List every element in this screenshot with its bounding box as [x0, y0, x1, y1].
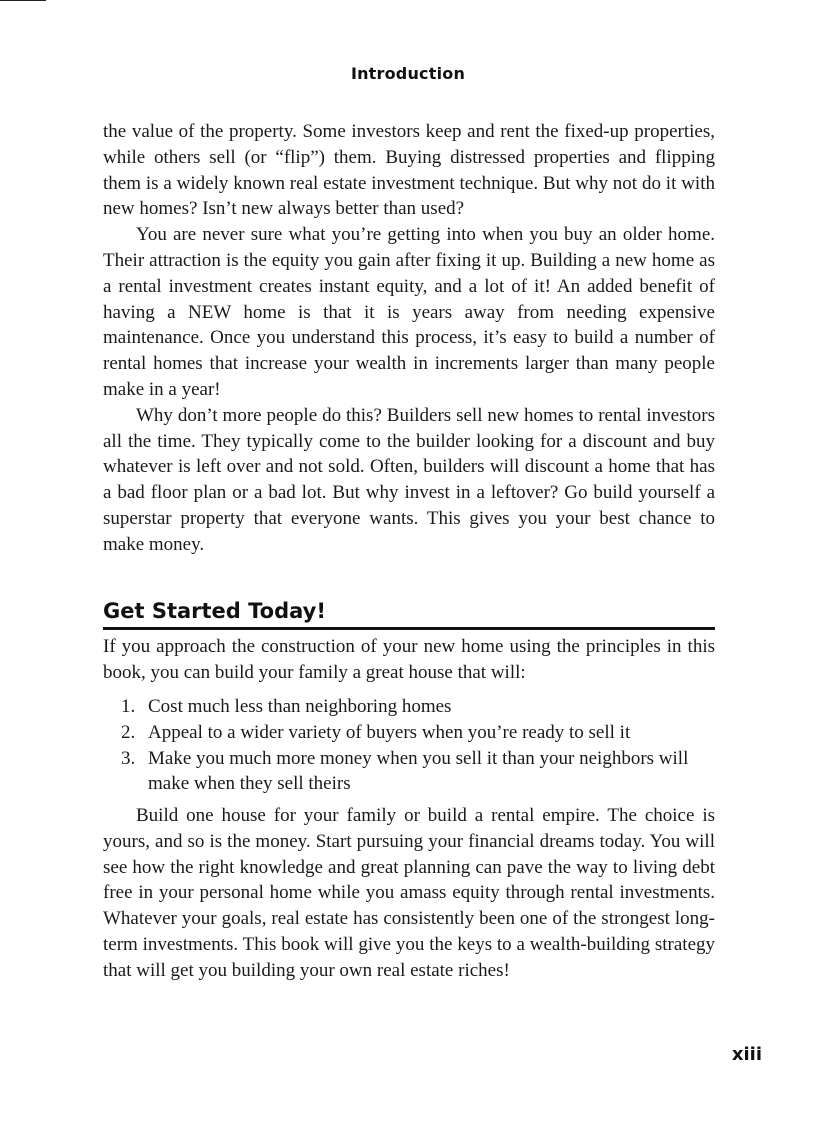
section-intro: [103, 634, 715, 686]
closing-text: [103, 803, 715, 984]
list-item-number: 1.: [121, 696, 136, 717]
list-item-text: Cost much less than neighboring homes: [148, 696, 452, 717]
section-heading: Get Started Today!: [103, 596, 715, 630]
list-item-text: Appeal to a wider variety of buyers when you’re ready to sell it: [148, 721, 631, 743]
numbered-list: [103, 694, 715, 797]
page-number: xiii: [731, 1044, 762, 1065]
list-item-number: 3.: [121, 747, 136, 769]
list-item: [103, 694, 715, 720]
list-item-text: Make you much more money when you sell it than your neighbors will make when they sell theirs: [148, 747, 689, 795]
paragraph-1: the value of the property. Some investors keep and rent the fixed-up properties, while others sell (or “flip”) them. Buying distressed properties and flipping them is a widely known real estate investment technique. But why not do it with new homes? Isn’t new always better than used?: [103, 121, 715, 220]
list-item-number: 2.: [121, 721, 136, 743]
body-text-top: [103, 119, 715, 558]
list-item: [103, 746, 715, 798]
corner-rule: [0, 0, 46, 1]
running-head: Introduction: [350, 64, 466, 83]
section-intro-paragraph: If you approach the construction of your new home using the principles in this book, you can build your family a great house that will:: [103, 636, 715, 683]
closing-paragraph: Build one house for your family or build a rental empire. The choice is yours, and so is the money. Start pursuing your financial dreams today. You will see how the right knowledge and great planning can pave the way to living debt free in your personal home while you amass equity through rental investments. Whatever your goals, real estate has consistently been one of the strongest long-term investments. This book will give you the keys to a wealth-building strategy that will get you building your own real estate riches!: [103, 805, 715, 981]
paragraph-3: Why don’t more people do this? Builders sell new homes to rental investors all the time. They typically come to the builder looking for a discount and buy whatever is left over and not sold. Often, builders will discount a home that has a bad floor plan or a bad lot. But why invest in a leftover? Go build yourself a superstar property that everyone wants. This gives you your best chance to make money.: [103, 404, 715, 555]
list-item: [103, 720, 715, 746]
paragraph-2: You are never sure what you’re getting into when you buy an older home. Their attraction is the equity you gain after fixing it up. Building a new home as a rental investment creates instant equity, and a lot of it! An added benefit of having a NEW home is that it is years away from needing expensive maintenance. Once you understand this process, it’s easy to build a number of rental homes that increase your wealth in increments larger than many people make in a year!: [103, 224, 715, 400]
